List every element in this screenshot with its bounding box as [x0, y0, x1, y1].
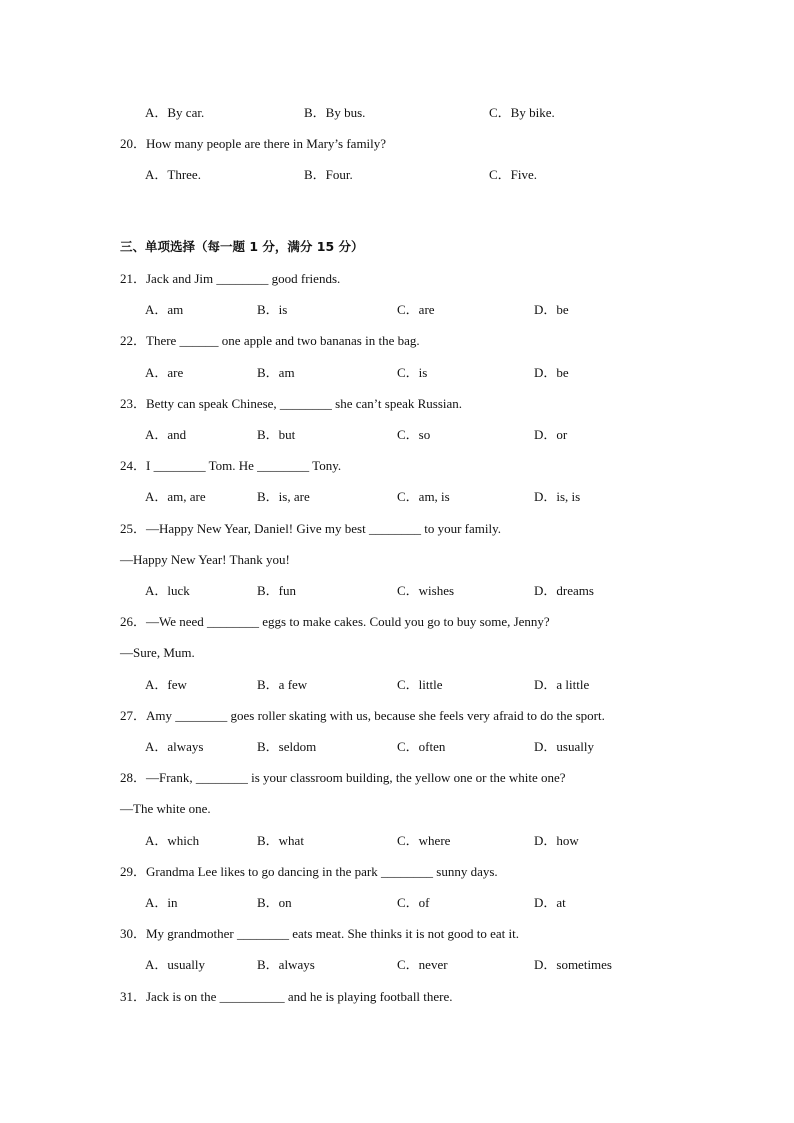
q21-stem: 21．Jack and Jim ________ good friends.	[120, 271, 341, 286]
q19-option-b: B．By bus.	[304, 105, 366, 120]
q29-option-c: C．of	[397, 895, 430, 910]
q26-option-d: D．a little	[534, 677, 590, 692]
q27-stem: 27．Amy ________ goes roller skating with us, because she feels very afraid to do the sport.	[120, 708, 605, 723]
q22-option-a: A．are	[145, 365, 184, 380]
q25-option-c: C．wishes	[397, 583, 455, 598]
q28-option-c: C．where	[397, 833, 451, 848]
q28-option-d: D．how	[534, 833, 579, 848]
q23-stem: 23．Betty can speak Chinese, ________ she can’t speak Russian.	[120, 396, 463, 411]
q25-option-d: D．dreams	[534, 583, 594, 598]
q22-option-b: B．am	[257, 365, 295, 380]
q23-option-d: D．or	[534, 427, 568, 442]
q25-option-a: A．luck	[145, 583, 190, 598]
q23-option-c: C．so	[397, 427, 431, 442]
q21-option-b: B．is	[257, 302, 288, 317]
q21-option-a: A．am	[145, 302, 184, 317]
q29-option-b: B．on	[257, 895, 292, 910]
q30-option-c: C．never	[397, 957, 448, 972]
q26-option-a: A．few	[145, 677, 187, 692]
q24-option-b: B．is, are	[257, 489, 310, 504]
q25-option-b: B．fun	[257, 583, 297, 598]
q24-option-d: D．is, is	[534, 489, 581, 504]
section-title: 三、单项选择（每一题 1 分，满分 15 分）	[120, 239, 364, 254]
q27-option-d: D．usually	[534, 739, 594, 754]
q28-stem: 28．—Frank, ________ is your classroom building, the yellow one or the white one?	[120, 770, 566, 785]
q22-option-d: D．be	[534, 365, 569, 380]
q21-option-d: D．be	[534, 302, 569, 317]
q30-option-d: D．sometimes	[534, 957, 612, 972]
q20-option-c: C．Five.	[489, 167, 538, 182]
q26-stem: 26．—We need ________ eggs to make cakes. Could you go to buy some, Jenny?	[120, 614, 550, 629]
q27-option-a: A．always	[145, 739, 204, 754]
q28-reply: —The white one.	[120, 801, 211, 816]
q30-stem: 30．My grandmother ________ eats meat. She thinks it is not good to eat it.	[120, 926, 519, 941]
q27-option-b: B．seldom	[257, 739, 317, 754]
q29-stem: 29．Grandma Lee likes to go dancing in the park ________ sunny days.	[120, 864, 498, 879]
q24-option-a: A．am, are	[145, 489, 206, 504]
q22-option-c: C．is	[397, 365, 428, 380]
q20-option-b: B．Four.	[304, 167, 353, 182]
q29-option-d: D．at	[534, 895, 566, 910]
q24-stem: 24．I ________ Tom. He ________ Tony.	[120, 458, 342, 473]
q20-stem: 20．How many people are there in Mary’s family?	[120, 136, 387, 151]
q23-option-b: B．but	[257, 427, 296, 442]
q19-option-a: A．By car.	[145, 105, 205, 120]
q30-option-b: B．always	[257, 957, 315, 972]
q26-reply: —Sure, Mum.	[120, 645, 195, 660]
q22-stem: 22．There ______ one apple and two bananas in the bag.	[120, 333, 420, 348]
q28-option-b: B．what	[257, 833, 304, 848]
q31-stem: 31．Jack is on the __________ and he is playing football there.	[120, 989, 453, 1004]
q27-option-c: C．often	[397, 739, 446, 754]
q29-option-a: A．in	[145, 895, 178, 910]
q30-option-a: A．usually	[145, 957, 205, 972]
q20-option-a: A．Three.	[145, 167, 201, 182]
q19-option-c: C．By bike.	[489, 105, 555, 120]
q28-option-a: A．which	[145, 833, 200, 848]
q26-option-b: B．a few	[257, 677, 308, 692]
q25-stem: 25．—Happy New Year, Daniel! Give my best ________ to your family.	[120, 521, 501, 536]
q23-option-a: A．and	[145, 427, 187, 442]
q25-reply: —Happy New Year! Thank you!	[120, 552, 290, 567]
q26-option-c: C．little	[397, 677, 443, 692]
q21-option-c: C．are	[397, 302, 435, 317]
q24-option-c: C．am, is	[397, 489, 450, 504]
